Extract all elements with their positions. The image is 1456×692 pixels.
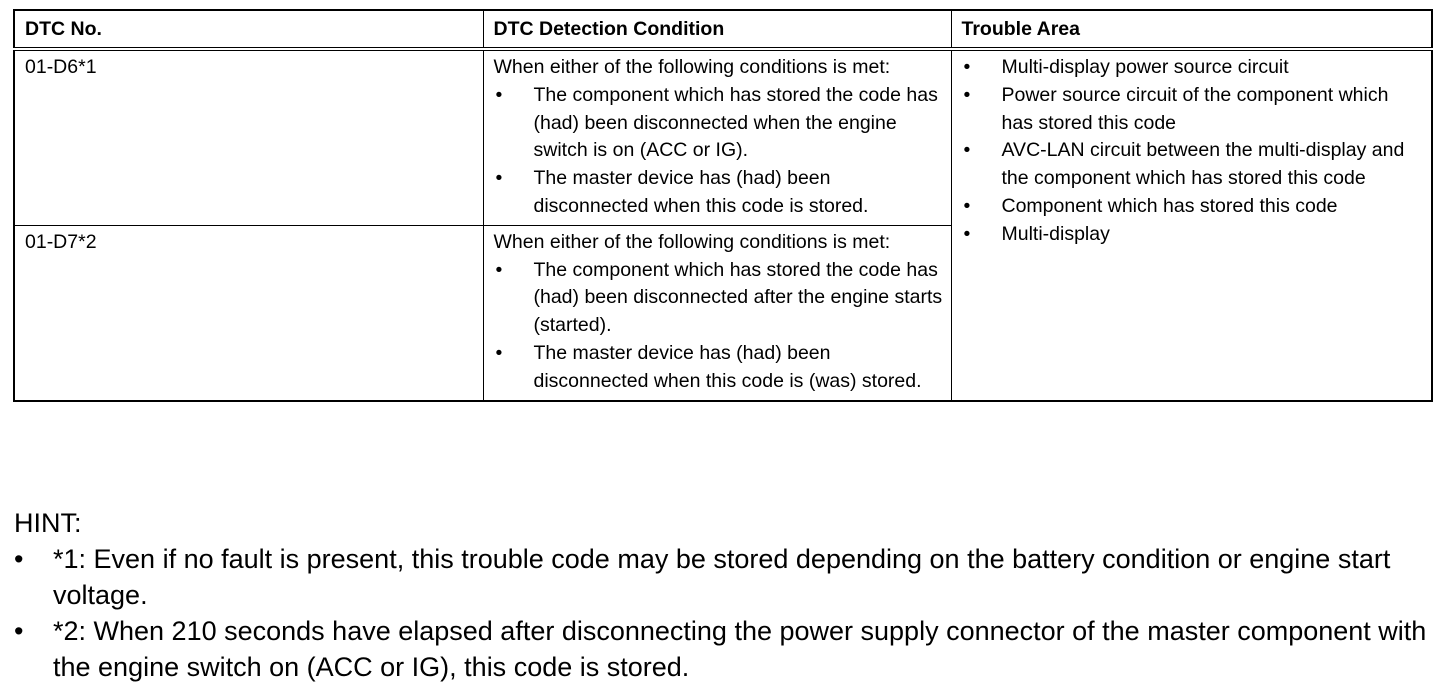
detection-condition-cell [483,49,951,225]
dtc-table [13,9,1433,402]
trouble-area-cell [951,49,1432,401]
table-row [14,49,1432,225]
hint-title: HINT: [14,508,82,538]
dtc-code-cell [14,225,483,400]
header-trouble-area: Trouble Area [951,10,1432,49]
condition-list [494,257,943,396]
table-header-row [14,10,1432,49]
trouble-area-item: • Power source circuit of the component which has stored this code [962,82,1424,138]
trouble-area-item: • Multi-display [962,221,1424,249]
trouble-area-list [962,54,1424,249]
dtc-code-cell [14,49,483,225]
header-dtc-no: DTC No. [14,10,483,49]
trouble-area-item: • Component which has stored this code [962,193,1424,221]
condition-intro: When either of the following conditions is met: [493,56,891,78]
detection-condition-cell [483,225,951,400]
trouble-area-item: • AVC-LAN circuit between the multi-display and the component which has stored this code [962,137,1424,193]
header-detection-condition: DTC Detection Condition [483,10,951,49]
condition-item: • The component which has stored the code has (had) been disconnected after the engine starts (started). [494,257,943,340]
dtc-code: 01-D6*1 [25,56,97,78]
condition-list [494,82,943,221]
condition-item: • The master device has (had) been disconnected when this code is (was) stored. [494,340,943,396]
condition-intro: When either of the following conditions is met: [493,230,891,253]
hint-list [14,541,1434,685]
condition-item: • The component which has stored the code has (had) been disconnected when the engine switch is on (ACC or IG). [494,82,943,165]
hint-item: • *2: When 210 seconds have elapsed after disconnecting the power supply connector of the master component with the engine switch on (ACC or IG), this code is stored. [14,613,1434,685]
trouble-area-item: • Multi-display power source circuit [962,54,1424,82]
dtc-code: 01-D7*2 [25,230,97,253]
condition-item: • The master device has (had) been disconnected when this code is stored. [494,165,943,221]
hint-item: • *1: Even if no fault is present, this trouble code may be stored depending on the battery condition or engine start voltage. [14,541,1434,613]
